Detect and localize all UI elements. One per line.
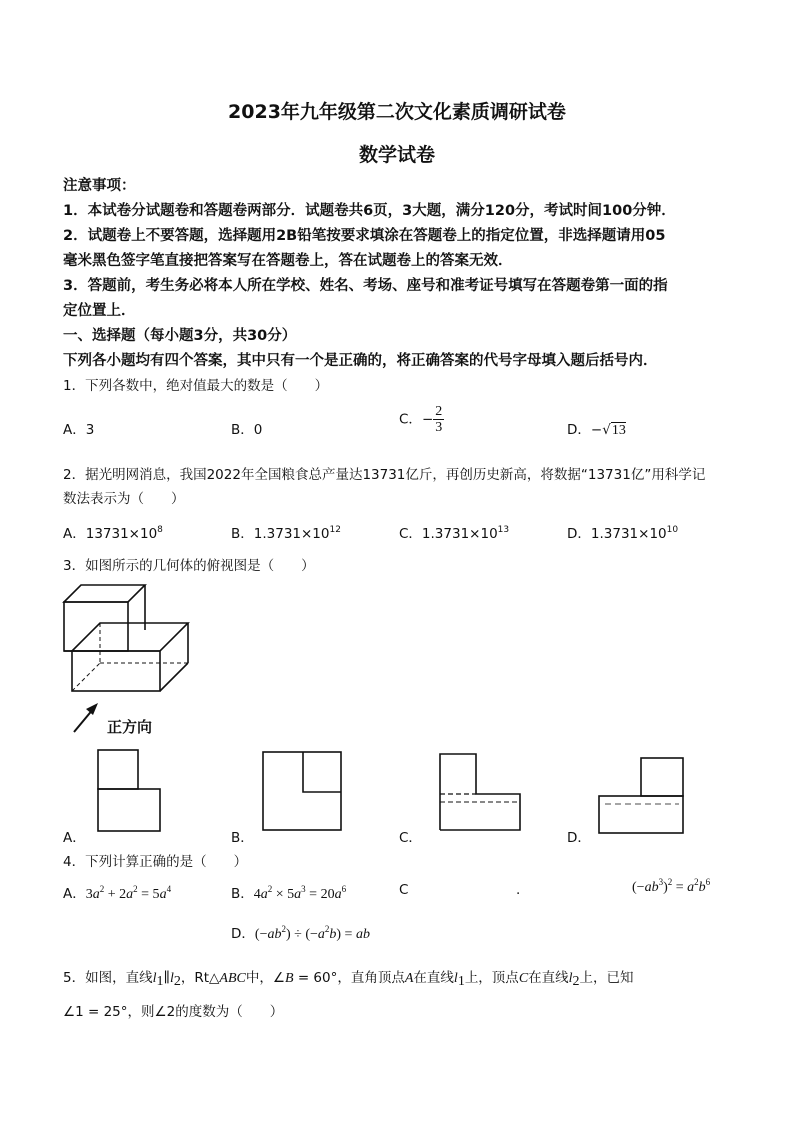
note-line-1: 1．本试卷分试题卷和答题卷两部分．试题卷共6页，3大题，满分120分，考试时间100分钟．	[63, 203, 676, 219]
q4-option-c-expr: $(-ab^3)^2 = a^2b^6$	[632, 877, 711, 895]
q2-option-c: C．$1.3731\times 10^{13}$	[399, 525, 510, 542]
paper-subtitle: 数学试卷	[358, 144, 435, 166]
q2-option-a: A．$13731\times 10^8$	[63, 525, 163, 542]
q3-option-c: C．	[399, 830, 422, 846]
note-line-4: 3．答题前，考生务必将本人所在学校、姓名、考场、座号和准考证号填写在答题卷第一面的指	[63, 278, 668, 294]
q3-figure-c	[438, 752, 522, 832]
q1-c-fraction: $\frac{2}{3}$	[435, 404, 443, 435]
q3-figure-d	[597, 756, 685, 836]
note-line-3: 毫米黑色签字笔直接把答案写在答题卷上，答在试题卷上的答案无效．	[63, 253, 513, 269]
section-heading: 一、选择题（每小题3分，共30分）	[63, 328, 297, 344]
q4-stem: 4．下列计算正确的是（ ）	[63, 854, 248, 870]
q2-stem-1: 2．据光明网消息，我国2022年全国粮食总产量达13731亿斤，再创历史新高，将数据“13731亿”用科学记	[63, 467, 706, 483]
q4-option-c-label: C	[399, 882, 409, 898]
q1-option-b: B．0	[231, 422, 263, 438]
q2-stem-2: 数法表示为（ ）	[63, 491, 185, 507]
paper-title: 2023年九年级第二次文化素质调研试卷	[228, 101, 566, 123]
note-line-2: 2．试题卷上不要答题，选择题用2B铅笔按要求填涂在答题卷上的指定位置，非选择题请用05	[63, 228, 666, 244]
q2-option-b: B．$1.3731\times 10^{12}$	[231, 525, 341, 542]
q3-option-b: B．	[231, 830, 254, 846]
q3-figure-b	[261, 750, 343, 832]
q3-figure-a	[96, 748, 162, 834]
notes-heading: 注意事项：	[63, 178, 136, 194]
section-instruction: 下列各小题均有四个答案，其中只有一个是正确的，将正确答案的代号字母填入题后括号内．	[63, 353, 658, 369]
q4-option-c-dot: .	[516, 882, 521, 898]
q3-option-a: A．	[63, 830, 86, 846]
direction-label: 正方向	[107, 718, 153, 736]
q2-option-d: D．$1.3731\times 10^{10}$	[567, 525, 679, 542]
q4-option-b: B．$4a^2 \times 5a^3 = 20a^6$	[231, 884, 347, 902]
note-line-5: 定位置上．	[63, 303, 136, 319]
q3-stem: 3．如图所示的几何体的俯视图是（ ）	[63, 558, 315, 574]
q1-option-a: A．3	[63, 422, 95, 438]
q1-d-radicand: 13	[611, 423, 626, 438]
q5-stem-2: ∠1 = 25°，则∠2的度数为（ ）	[63, 1004, 284, 1020]
q4-option-a: A．$3a^2 + 2a^2 = 5a^4$	[63, 884, 172, 902]
q1-option-c: C．− $\frac{2}{3}$	[399, 404, 443, 435]
q3-option-d: D．	[567, 830, 591, 846]
q4-option-d: D．$(-ab^2) \div (-a^2b)$ = ab	[231, 924, 370, 942]
q5-stem-1: 5．如图，直线$l_1\parallel l_2$，Rt△ABC中，∠B = 60°，直角顶点A在直线$l_1$上，顶点C在直线$l_2$上，已知	[63, 970, 634, 989]
q1-stem: 1．下列各数中，绝对值最大的数是（ ）	[63, 378, 329, 394]
q1-option-d: D．−√13	[567, 422, 626, 438]
